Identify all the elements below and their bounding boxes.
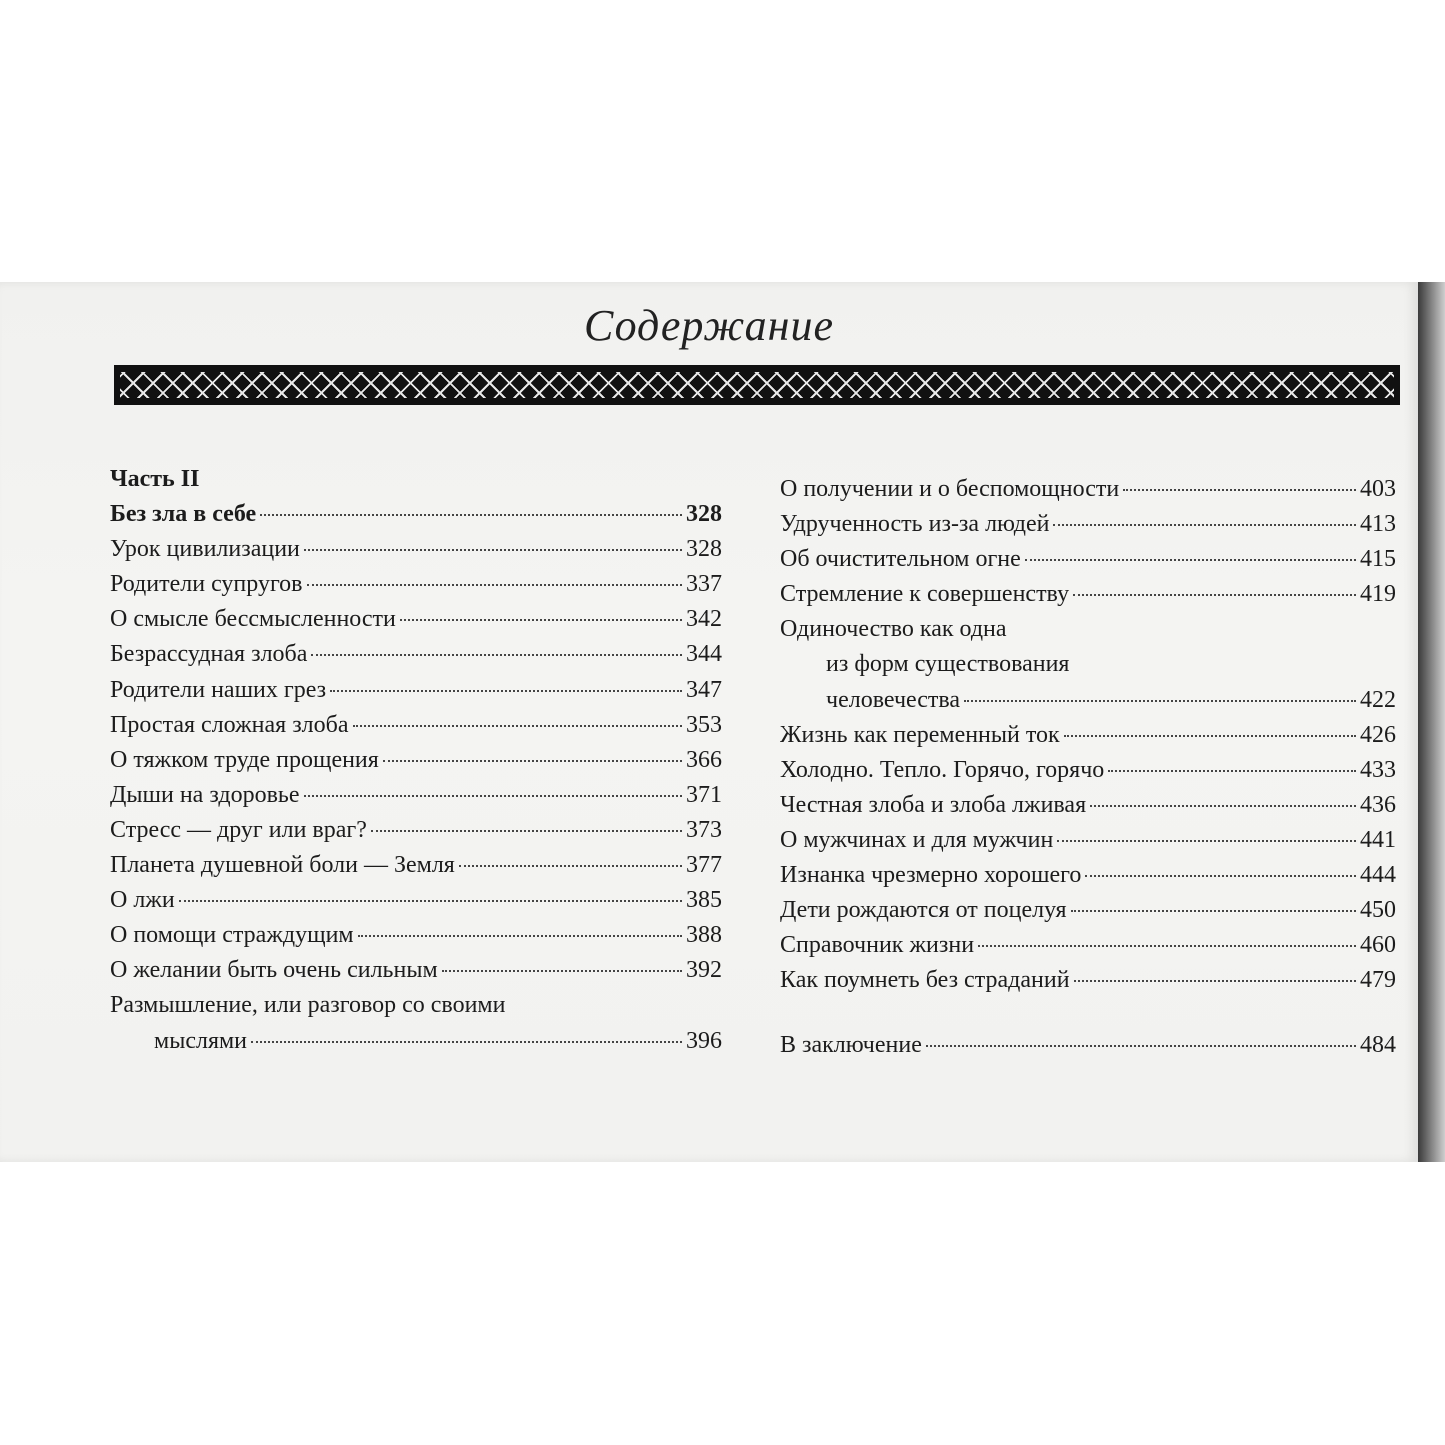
toc-entry-title: О мужчинах и для мужчин [780, 826, 1054, 853]
toc-entry-title: Родители наших грез [110, 676, 327, 703]
toc-spacer [780, 998, 1396, 1028]
dot-leader [459, 865, 682, 867]
dot-leader [179, 900, 682, 902]
toc-left-entries [110, 497, 722, 988]
dot-leader [1053, 524, 1356, 526]
toc-entry-title: О тяжком труде прощения [110, 746, 379, 773]
toc-entry-title: Дети рождаются от поцелуя [780, 897, 1067, 924]
dot-leader [371, 830, 682, 832]
toc-entry-page: 436 [1360, 791, 1396, 818]
toc-entry-page: 415 [1360, 546, 1396, 573]
toc-entry [780, 507, 1396, 542]
toc-entry [780, 472, 1396, 507]
toc-entry-page: 373 [686, 816, 722, 843]
toc-entry-title: О помощи страждущим [110, 922, 354, 949]
toc-entry [110, 637, 722, 672]
toc-entry [110, 883, 722, 918]
toc-entry-page: 366 [686, 746, 722, 773]
toc-entry [110, 848, 722, 883]
dot-leader [1064, 735, 1356, 737]
toc-entry [110, 918, 722, 953]
page-edge-shadow [1418, 282, 1445, 1162]
toc-entry-title: Об очистительном огне [780, 546, 1021, 573]
dot-leader [260, 514, 682, 516]
toc-entry-page: 328 [686, 536, 722, 563]
page-title: Содержание [583, 301, 834, 350]
toc-entry [780, 893, 1396, 928]
toc-entry-page: 413 [1360, 511, 1396, 538]
toc-entry-page: 433 [1360, 756, 1396, 783]
toc-entry-page: 388 [686, 922, 722, 949]
dot-leader [358, 935, 682, 937]
toc-entry-title: О желании быть очень сильным [110, 957, 438, 984]
dot-leader [1085, 875, 1356, 877]
dot-leader [330, 690, 682, 692]
toc-entry-title: О получении и о беспомощности [780, 476, 1120, 502]
toc-entry [110, 497, 722, 532]
dot-leader [1108, 770, 1356, 772]
toc-entry-title: Как поумнеть без страданий [780, 967, 1070, 994]
toc-entry-page: 441 [1360, 826, 1396, 853]
dot-leader [400, 619, 682, 621]
toc-entry-page: 444 [1360, 862, 1396, 889]
toc-entry [110, 532, 722, 567]
toc-entry [110, 778, 722, 813]
toc-entry-page: 328 [686, 501, 722, 528]
toc-entry-page: 484 [1360, 1032, 1396, 1059]
dot-leader [353, 725, 682, 727]
dot-leader [304, 549, 682, 551]
celtic-knot-ornament-divider [114, 365, 1400, 405]
toc-entry-multiline-last [780, 683, 1396, 718]
toc-entry-page: 385 [686, 887, 722, 914]
toc-entry-title: Холодно. Тепло. Горячо, горячо [780, 756, 1105, 783]
toc-entry-title: Безрассудная злоба [110, 641, 308, 668]
toc-entry-page: 479 [1360, 967, 1396, 994]
dot-leader [1057, 840, 1356, 842]
toc-entry-multiline-last [110, 1024, 722, 1059]
toc-entry-title: Изнанка чрезмерно хорошего [780, 862, 1082, 889]
toc-entry-title: Справочник жизни [780, 932, 975, 959]
ornament-pattern [120, 372, 1394, 398]
toc-entry-multiline-first: Размышление, или разговор со своими [110, 992, 506, 1019]
dot-leader [311, 654, 682, 656]
toc-entry-page: 422 [1360, 686, 1396, 713]
toc-entry-page: 426 [1360, 721, 1396, 748]
toc-entry [780, 928, 1396, 963]
toc-entry-title: Удрученность из-за людей [780, 511, 1050, 538]
toc-entry-multiline-first: Одиночество как одна [780, 616, 1007, 643]
toc-entry-page: 450 [1360, 897, 1396, 924]
toc-part-heading: Часть II [110, 466, 200, 492]
toc-entry-page: 392 [686, 957, 722, 984]
toc-entry-title: О смысле бессмысленности [110, 606, 396, 633]
toc-entry-multiline-middle: из форм существования [826, 651, 1070, 678]
toc-entry-page: 377 [686, 852, 722, 879]
toc-entry-title: Стремление к совершенству [780, 581, 1070, 608]
toc-entry [110, 567, 722, 602]
toc-entry-title: Жизнь как переменный ток [780, 721, 1060, 748]
toc-entry-title: человечества [826, 686, 961, 713]
toc-entry-page: 396 [686, 1027, 722, 1054]
toc-entry [780, 823, 1396, 858]
dot-leader [1123, 489, 1356, 491]
dot-leader [251, 1041, 682, 1043]
toc-entry-page: 403 [1360, 476, 1396, 502]
dot-leader [383, 760, 682, 762]
dot-leader [1025, 559, 1356, 561]
toc-entry-conclusion [780, 1028, 1396, 1063]
toc-entry [110, 673, 722, 708]
dot-leader [304, 795, 682, 797]
toc-entry-page: 353 [686, 711, 722, 738]
dot-leader [1071, 910, 1356, 912]
dot-leader [1074, 980, 1356, 982]
toc-entry-page: 419 [1360, 581, 1396, 608]
toc-entry [780, 858, 1396, 893]
dot-leader [978, 945, 1356, 947]
toc-right-column [780, 472, 1396, 1064]
toc-entry-title: Без зла в себе [110, 501, 257, 528]
toc-entry [110, 743, 722, 778]
toc-entry-title: В заключение [780, 1032, 922, 1059]
toc-entry-title: Планета душевной боли — Земля [110, 852, 455, 879]
toc-entry [780, 963, 1396, 998]
toc-entry-title: Родители супругов [110, 571, 303, 598]
toc-entry [780, 577, 1396, 612]
toc-entry-page: 337 [686, 571, 722, 598]
dot-leader [1073, 594, 1356, 596]
toc-entry-title: О лжи [110, 887, 175, 914]
toc-entry-page: 460 [1360, 932, 1396, 959]
dot-leader [442, 970, 682, 972]
dot-leader [307, 584, 682, 586]
dot-leader [1090, 805, 1356, 807]
toc-entry [110, 953, 722, 988]
toc-entry-title: Урок цивилизации [110, 536, 300, 563]
toc-entry-page: 371 [686, 781, 722, 808]
toc-entry-title: Честная злоба и злоба лживая [780, 791, 1087, 818]
toc-entry-page: 342 [686, 606, 722, 633]
dot-leader [964, 700, 1356, 702]
toc-right-entries-b [780, 718, 1396, 999]
toc-entry-page: 347 [686, 676, 722, 703]
toc-entry-title: Простая сложная злоба [110, 711, 349, 738]
toc-entry-title: Стресс — друг или враг? [110, 816, 367, 843]
toc-entry [780, 788, 1396, 823]
toc-entry [110, 813, 722, 848]
toc-entry-title: Дыши на здоровье [110, 781, 300, 808]
toc-left-column [110, 462, 722, 1059]
toc-entry [780, 542, 1396, 577]
toc-entry-title: мыслями [154, 1027, 248, 1054]
toc-entry [780, 718, 1396, 753]
toc-entry [110, 602, 722, 637]
dot-leader [926, 1045, 1356, 1047]
toc-entry [780, 753, 1396, 788]
toc-right-entries-a [780, 472, 1396, 612]
toc-entry [110, 708, 722, 743]
toc-entry-page: 344 [686, 641, 722, 668]
